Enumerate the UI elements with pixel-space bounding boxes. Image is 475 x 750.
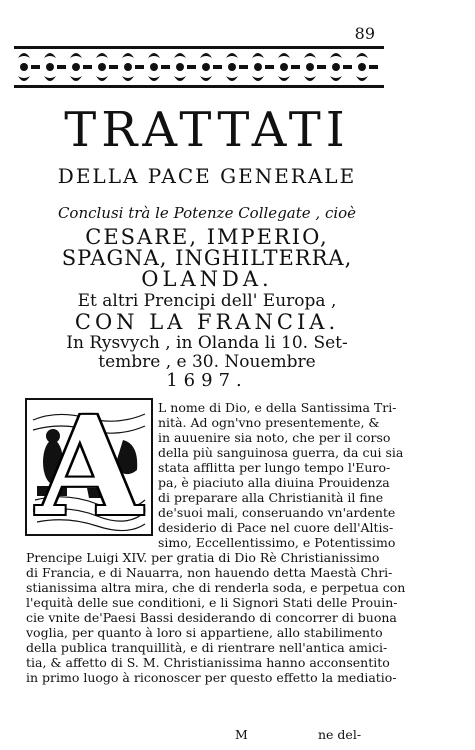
date-year: 1697. xyxy=(166,370,248,391)
place-line-1: In Rysvych , in Olanda li 10. Set- xyxy=(66,333,348,353)
place-line-2: tembre , e 30. Nouembre xyxy=(98,352,316,372)
body-line: desiderio di Pace nel cuore dell'Altis- xyxy=(158,520,394,535)
body-line: simo, Eccellentissimo, e Potentissimo xyxy=(158,535,396,550)
body-line: de'suoi mali, conseruando vn'ardente xyxy=(158,505,396,520)
with-france-line: CON LA FRANCIA. xyxy=(74,310,340,334)
other-princes-line: Et altri Prencipi dell' Europa , xyxy=(77,291,337,311)
body-line: L nome di Dio, e della Santissima Tri- xyxy=(158,400,397,415)
body-line: Prencipe Luigi XIV. per gratia di Dio Rè Christianissimo xyxy=(26,550,380,565)
body-line: della più sanguinosa guerra, da cui sia xyxy=(158,445,404,460)
body-line: l'equità delle sue conditioni, e li Signori Stati delle Prouin- xyxy=(26,595,398,610)
drop-cap-woodcut xyxy=(25,398,153,536)
page-number: 89 xyxy=(354,24,375,43)
body-line: stata afflitta per lungo tempo l'Euro- xyxy=(158,460,391,475)
body-line: della publica tranquillità, e di rientrare nell'antica amici- xyxy=(26,640,388,655)
signature-mark: M xyxy=(235,727,248,742)
body-line: in primo luogo à riconoscer per questo effetto la mediatio- xyxy=(26,670,397,685)
body-line: in auuenire sia noto, che per il corso xyxy=(158,430,391,445)
body-line: di preparare alla Christianità il fine xyxy=(158,490,384,505)
body-line: voglia, per quanto à loro si appartiene, allo stabilimento xyxy=(26,625,383,640)
page-subtitle: DELLA PACE GENERALE xyxy=(57,164,357,188)
body-line: cie vnite de'Paesi Bassi desiderando di concorrer di buona xyxy=(26,610,397,625)
body-line: di Francia, e di Nauarra, non hauendo detta Maestà Chri- xyxy=(26,565,393,580)
body-line: stianissima altra mira, che di renderla soda, e perpetua con xyxy=(26,580,406,595)
body-line: tia, & affetto di S. M. Christianissima hanno acconsentito xyxy=(26,655,390,670)
parties-line-3: OLANDA. xyxy=(141,267,273,291)
catchword: ne del- xyxy=(318,727,362,742)
parties-line-2: SPAGNA, INGHILTERRA, xyxy=(61,246,353,270)
parties-line-1: CESARE, IMPERIO, xyxy=(85,225,329,249)
drop-cap-letter: A xyxy=(36,398,142,536)
body-line: nità. Ad ogn'vno presentemente, & xyxy=(158,415,380,430)
body-line: pa, è piaciuto alla diuina Prouidenza xyxy=(158,475,390,490)
intro-line: Conclusi trà le Potenze Collegate , cioè xyxy=(57,204,357,222)
page-title: TRATTATI xyxy=(64,102,350,158)
ornament-band xyxy=(14,44,384,90)
